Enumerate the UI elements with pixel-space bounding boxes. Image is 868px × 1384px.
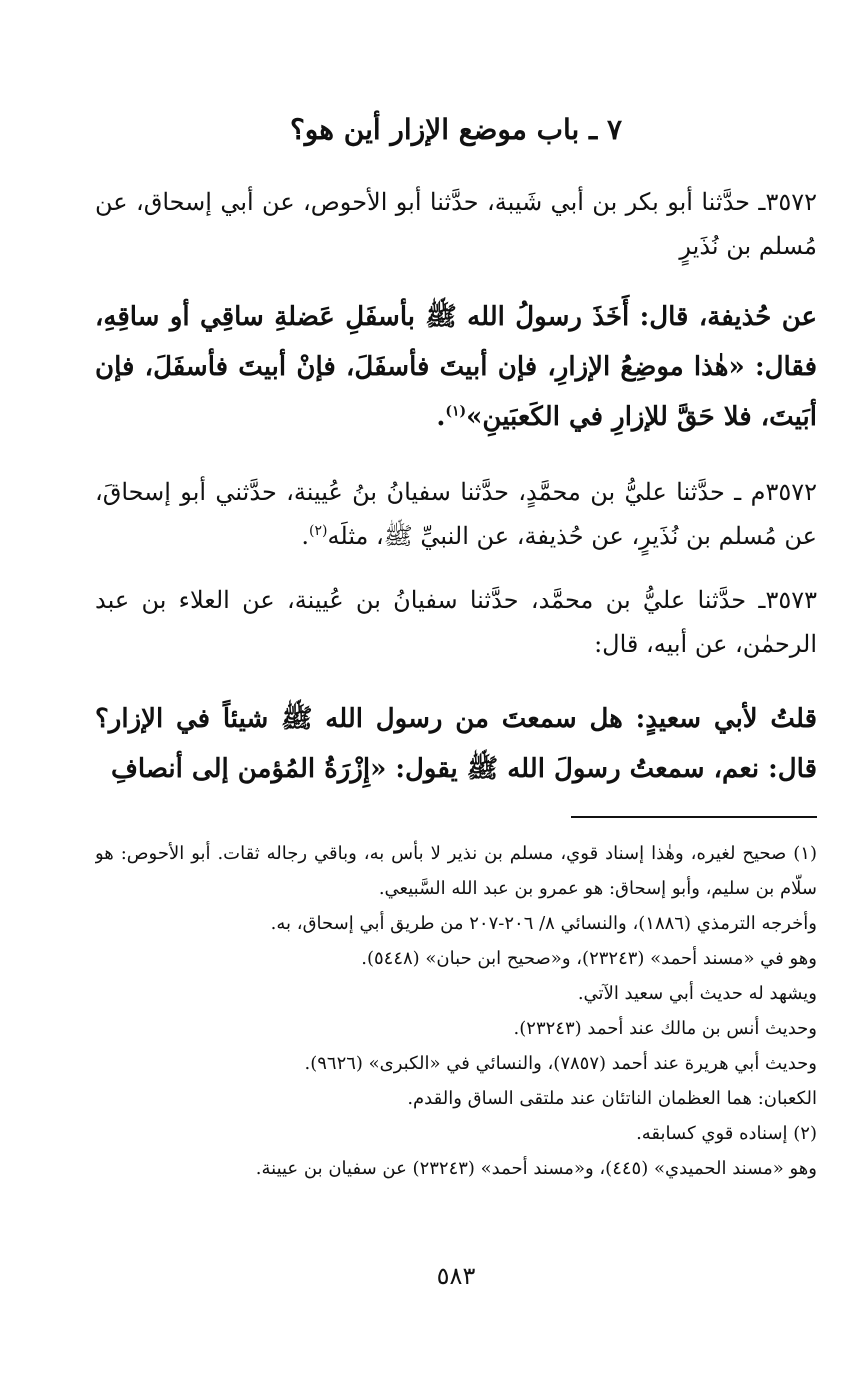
- hadith-3573-isnad: [95, 578, 817, 666]
- footnote-1-line-1: (١) صحيح لغيره، وهٰذا إسناد قوي، مسلم بن نذير لا بأس به، وباقي رجاله ثقات. أبو الأحوص: هو سلّام بن سليم، وأبو إسحاق: هو عمرو بن عبد الله السَّبيعي.: [95, 843, 817, 899]
- hadith-3572-text: [95, 292, 817, 442]
- hadith-3572-matn: عن حُذيفة، قال: أَخَذَ رسولُ الله ﷺ بأسفَلِ عَضلةِ ساقِي أو ساقِهِ، فقال: «هٰذا موضِعُ الإزارِ، فإن أبيتَ فأسفَلَ، فإنْ أبيتَ فأسفَلَ، فإن أبَيتَ، فلا حَقَّ للإزارِ في الكَعبَينِ»: [95, 302, 817, 432]
- footnote-1-line-2: وأخرجه الترمذي (١٨٨٦)، والنسائي ٨/ ٢٠٦-٢٠٧ من طريق أبي إسحاق، به.: [270, 913, 817, 934]
- footnote-1-line-3: وهو في «مسند أحمد» (٢٣٢٤٣)، و«صحيح ابن حبان» (٥٤٤٨).: [361, 948, 817, 969]
- hadith-3572m: [95, 470, 817, 558]
- chapter-title: ٧ ـ باب موضع الإزار أين هو؟: [289, 113, 623, 146]
- book-page: [95, 0, 817, 1384]
- hadith-3572m-end: .: [301, 522, 310, 550]
- footnote-1-line-6: وحديث أبي هريرة عند أحمد (٧٨٥٧)، والنسائي في «الكبرى» (٩٦٢٦).: [304, 1053, 817, 1074]
- hadith-3572-isnad: [95, 180, 817, 268]
- hadith-3572-isnad-text: ٣٥٧٢ـ حدَّثنا أبو بكر بن أبي شَيبة، حدَّثنا أبو الأحوص، عن أبي إسحاق، عن مُسلم بن نُذَيرٍ: [95, 188, 817, 260]
- footnote-1-line-4: ويشهد له حديث أبي سعيد الآتي.: [577, 983, 817, 1004]
- hadith-3573-text: [95, 694, 817, 794]
- footnote-separator: [571, 816, 817, 818]
- page-number: ٥٨٣: [436, 1262, 476, 1290]
- hadith-3572m-text: ٣٥٧٢م ـ حدَّثنا عليُّ بن محمَّدٍ، حدَّثنا سفيانُ بنُ عُيينة، حدَّثني أبو إسحاقَ، عن مُسلم بن نُذَيرٍ، عن حُذيفة، عن النبيِّ ﷺ، مثلَه: [95, 478, 817, 550]
- hadith-3572-body: [95, 292, 817, 442]
- footnote-2-line-2: وهو «مسند الحميدي» (٤٤٥)، و«مسند أحمد» (٢٣٢٤٣) عن سفيان بن عيينة.: [255, 1158, 817, 1179]
- hadith-3573-isnad-text: ٣٥٧٣ـ حدَّثنا عليُّ بن محمَّد، حدَّثنا سفيانُ بن عُيينة، عن العلاء بن عبد الرحمٰن، عن أبيه، قال:: [95, 586, 817, 658]
- hadith-3572-end: .: [436, 402, 446, 432]
- hadith-3572m-body: [95, 470, 817, 558]
- footnote-1-line-7: الكعبان: هما العظمان الناتئان عند ملتقى الساق والقدم.: [407, 1088, 817, 1109]
- footnote-1-line-5: وحديث أنس بن مالك عند أحمد (٢٣٢٤٣).: [513, 1018, 817, 1039]
- footnote-2-line-1: (٢) إسناده قوي كسابقه.: [636, 1123, 817, 1144]
- footnote-ref-2: (٢): [309, 523, 328, 539]
- hadith-3573-body: قلتُ لأبي سعيدٍ: هل سمعتَ من رسول الله ﷺ شيئاً في الإزار؟ قال: نعم، سمعتُ رسولَ الله ﷺ يقول: «إِزْرَةُ المُؤمن إلى أنصافِ: [95, 704, 817, 784]
- footnote-ref-1: (١): [445, 403, 467, 420]
- footnotes: [95, 836, 817, 1186]
